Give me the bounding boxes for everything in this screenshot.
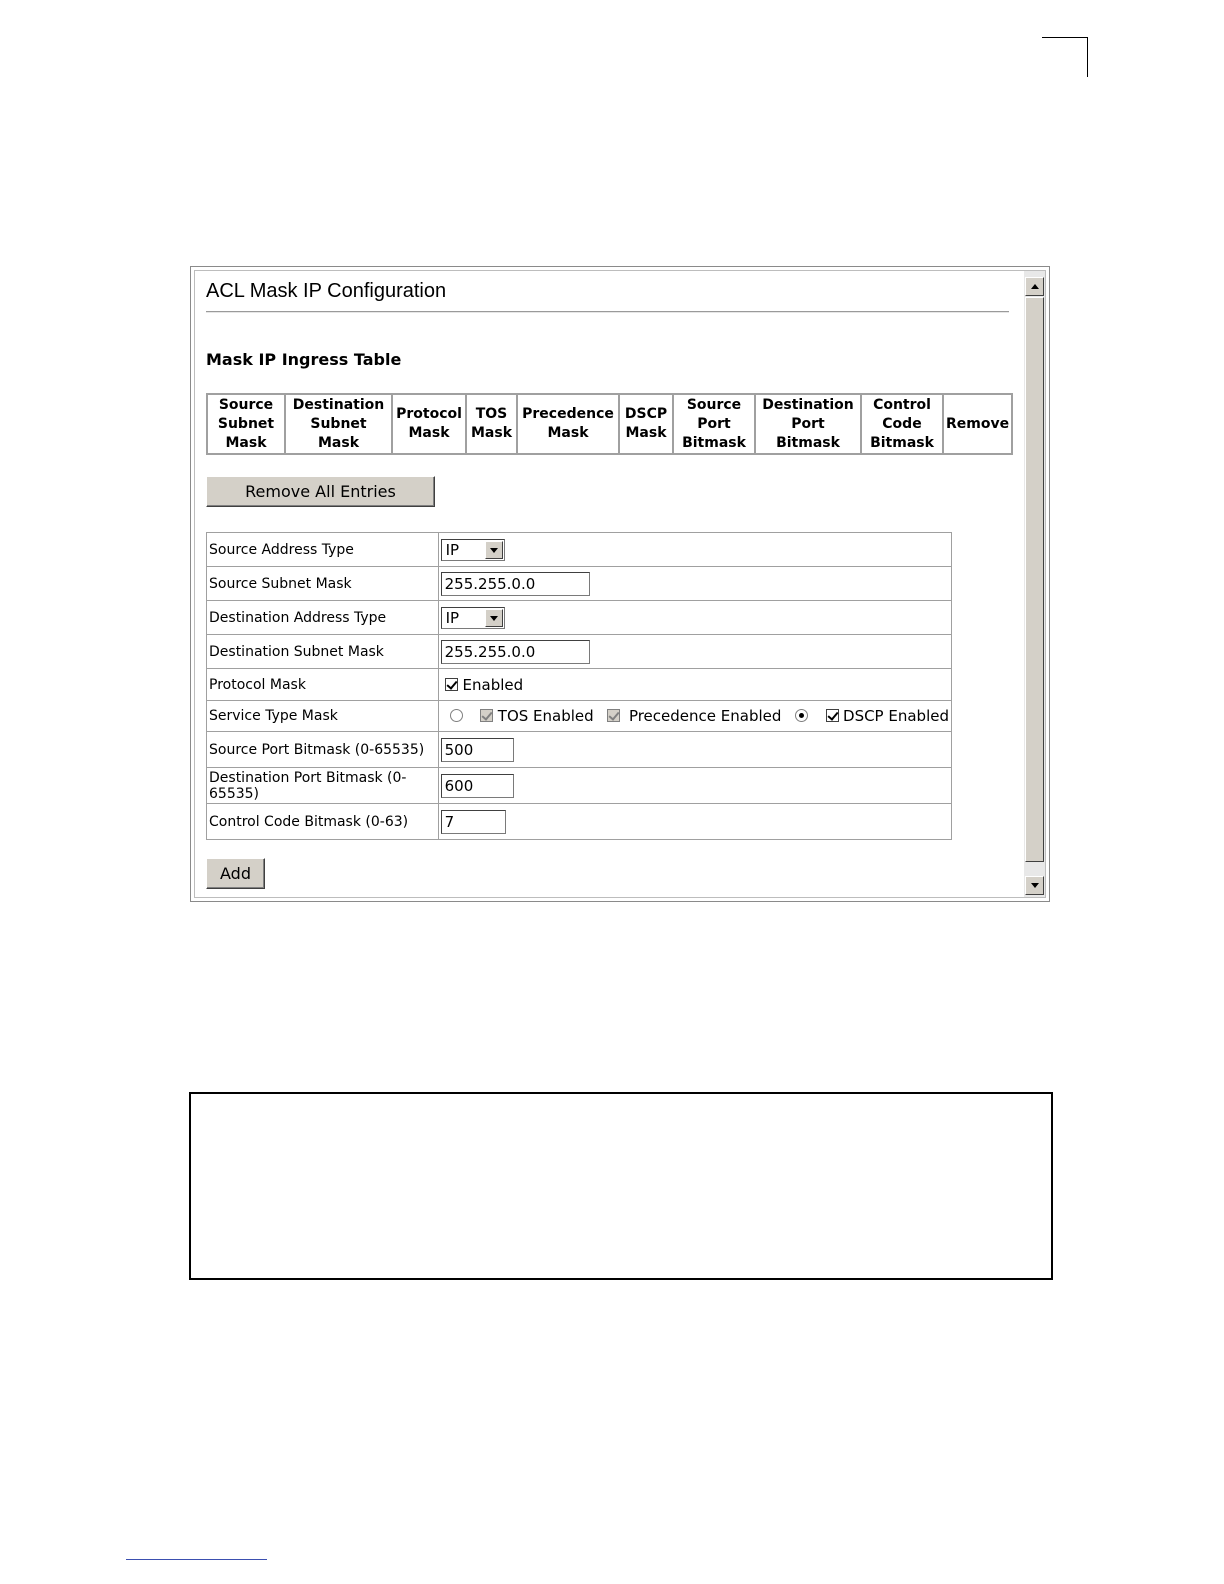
col-destination-port-bitmask: Destination Port Bitmask	[755, 394, 861, 454]
destination-subnet-mask-cell	[438, 635, 951, 669]
mask-ip-ingress-table	[206, 393, 1013, 455]
source-address-type-cell	[438, 533, 951, 567]
source-address-type-value: IP	[445, 540, 460, 559]
form-row-source-subnet-mask	[207, 567, 952, 601]
col-tos-mask: TOS Mask	[466, 394, 517, 454]
destination-subnet-mask-label: Destination Subnet Mask	[207, 635, 439, 669]
window-frame	[194, 270, 1046, 898]
source-port-bitmask-input[interactable]: 500	[441, 738, 514, 762]
destination-port-bitmask-input[interactable]: 600	[441, 774, 514, 798]
form-row-source-address-type	[207, 533, 952, 567]
destination-address-type-select[interactable]	[441, 607, 505, 629]
window-content	[195, 271, 1019, 897]
add-button[interactable]: Add	[206, 858, 265, 889]
protocol-mask-option-label: Enabled	[462, 675, 524, 694]
form-row-destination-port-bitmask	[207, 768, 952, 804]
scroll-down-icon[interactable]	[1025, 876, 1044, 895]
form-row-destination-address-type	[207, 601, 952, 635]
control-code-bitmask-input[interactable]: 7	[441, 810, 506, 834]
destination-port-bitmask-cell	[438, 768, 951, 804]
dscp-enabled-checkbox[interactable]	[826, 709, 839, 722]
service-type-mask-label: Service Type Mask	[207, 701, 439, 732]
dscp-radio[interactable]	[795, 709, 808, 722]
scroll-thumb[interactable]	[1025, 297, 1044, 862]
col-source-subnet-mask: Source Subnet Mask	[207, 394, 285, 454]
destination-address-type-label: Destination Address Type	[207, 601, 439, 635]
col-remove: Remove	[943, 394, 1012, 454]
source-subnet-mask-input[interactable]: 255.255.0.0	[441, 572, 590, 596]
destination-subnet-mask-input[interactable]: 255.255.0.0	[441, 640, 590, 664]
destination-port-bitmask-label: Destination Port Bitmask (0-65535)	[207, 768, 439, 804]
col-protocol-mask: Protocol Mask	[392, 394, 466, 454]
col-destination-subnet-mask: Destination Subnet Mask	[285, 394, 392, 454]
page-title: ACL Mask IP Configuration	[206, 280, 447, 302]
control-code-bitmask-label: Control Code Bitmask (0-63)	[207, 804, 439, 840]
col-precedence-mask: Precedence Mask	[517, 394, 619, 454]
protocol-mask-checkbox[interactable]	[445, 678, 458, 691]
form-row-protocol-mask	[207, 669, 952, 701]
precedence-enabled-checkbox	[607, 709, 620, 722]
page-corner-mark	[1042, 37, 1088, 77]
tos-enabled-checkbox	[480, 709, 493, 722]
form-row-service-type-mask	[207, 701, 952, 732]
remove-all-entries-button[interactable]: Remove All Entries	[206, 476, 435, 507]
destination-address-type-value: IP	[445, 608, 460, 627]
tos-enabled-label: TOS Enabled	[497, 707, 594, 725]
col-dscp-mask: DSCP Mask	[619, 394, 673, 454]
control-code-bitmask-cell	[438, 804, 951, 840]
tos-radio[interactable]	[450, 709, 463, 722]
source-subnet-mask-cell	[438, 567, 951, 601]
source-address-type-label: Source Address Type	[207, 533, 439, 567]
vertical-scrollbar[interactable]	[1024, 271, 1045, 897]
col-source-port-bitmask: Source Port Bitmask	[673, 394, 755, 454]
footer-link-underline	[126, 1559, 267, 1560]
form-row-control-code-bitmask	[207, 804, 952, 840]
scroll-up-icon[interactable]	[1025, 277, 1044, 296]
col-control-code-bitmask: Control Code Bitmask	[861, 394, 943, 454]
protocol-mask-label: Protocol Mask	[207, 669, 439, 701]
chevron-down-icon[interactable]	[485, 609, 503, 627]
form-row-destination-subnet-mask	[207, 635, 952, 669]
dscp-enabled-label: DSCP Enabled	[843, 707, 949, 725]
chevron-down-icon[interactable]	[485, 541, 503, 559]
protocol-mask-cell	[438, 669, 951, 701]
empty-bordered-box	[189, 1092, 1053, 1280]
destination-address-type-cell	[438, 601, 951, 635]
source-address-type-select[interactable]	[441, 539, 505, 561]
service-type-mask-cell	[438, 701, 951, 732]
acl-mask-form	[206, 532, 952, 840]
form-row-source-port-bitmask	[207, 732, 952, 768]
source-port-bitmask-label: Source Port Bitmask (0-65535)	[207, 732, 439, 768]
acl-mask-ip-window	[190, 266, 1050, 902]
section-title: Mask IP Ingress Table	[206, 350, 402, 369]
precedence-enabled-label: Precedence Enabled	[628, 707, 782, 725]
title-divider	[206, 311, 1009, 313]
source-subnet-mask-label: Source Subnet Mask	[207, 567, 439, 601]
table-header-row	[207, 394, 1012, 454]
source-port-bitmask-cell	[438, 732, 951, 768]
